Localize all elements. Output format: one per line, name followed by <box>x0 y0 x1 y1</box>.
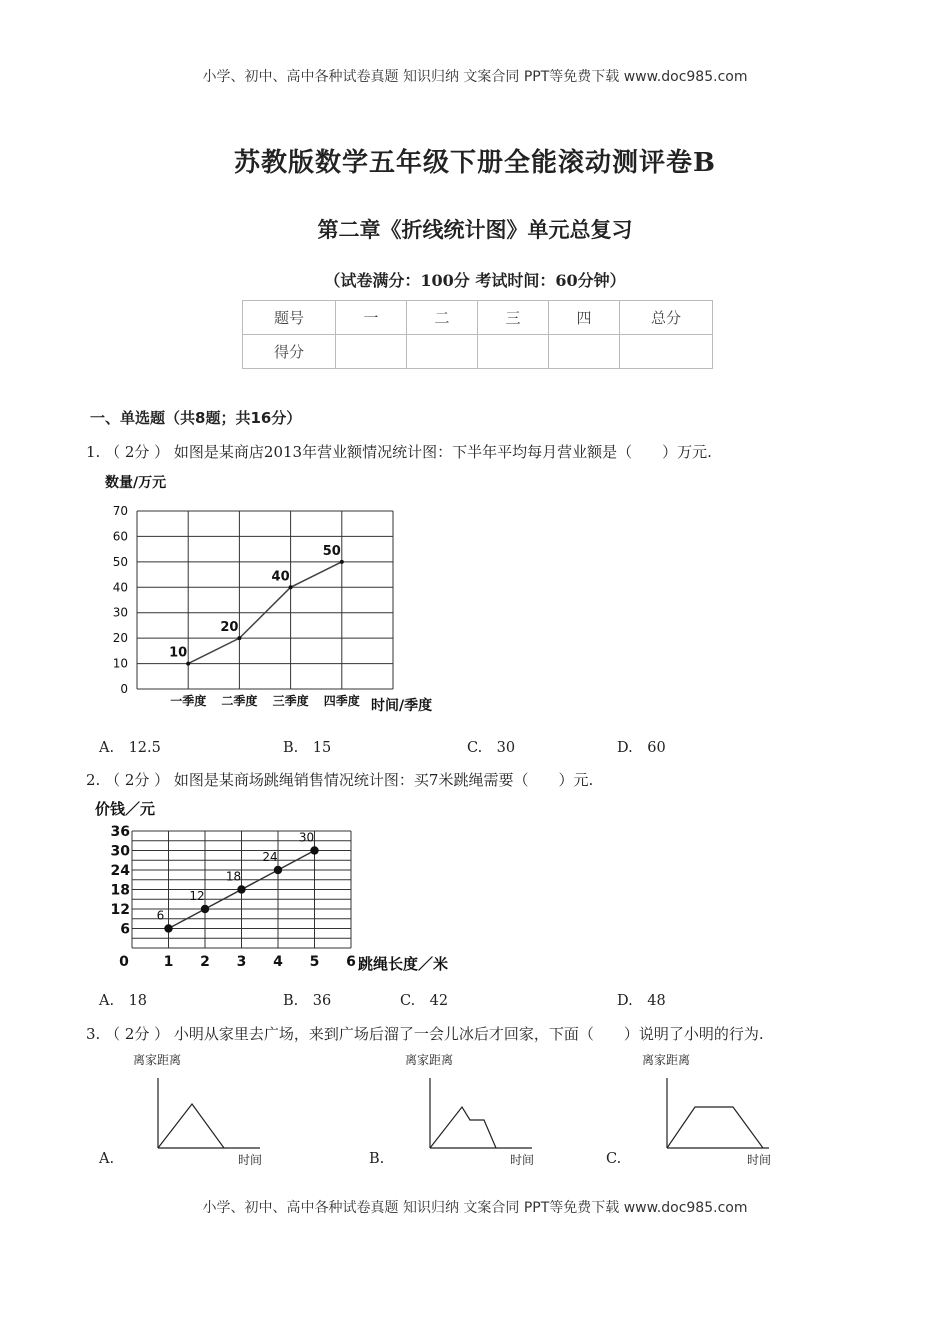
x-axis-title: 跳绳长度／米 <box>358 955 449 973</box>
x-tick-label: 二季度 <box>221 694 258 708</box>
data-point <box>237 885 245 893</box>
page-footer: 小学、初中、高中各种试卷真题 知识归纳 文案合同 PPT等免费下载 www.doc985.com <box>202 1200 748 1216</box>
q3-graph-c[interactable] <box>637 1050 797 1170</box>
x-tick-label: 一季度 <box>170 694 207 708</box>
y-tick-label: 50 <box>112 554 128 569</box>
score-cell: 四 <box>549 301 620 335</box>
data-label: 50 <box>322 543 341 559</box>
y-tick-label: 18 <box>110 882 130 899</box>
graph-xlabel: 时间 <box>510 1153 535 1167</box>
page-subtitle: 第二章《折线统计图》单元总复习 <box>317 217 633 242</box>
graph-xlabel: 时间 <box>747 1153 772 1167</box>
graph-ylabel: 离家距离 <box>133 1053 182 1067</box>
graph-ylabel: 离家距离 <box>405 1053 454 1067</box>
graph-xlabel: 时间 <box>238 1153 263 1167</box>
score-cell: 题号 <box>243 301 336 335</box>
q2-option-a[interactable]: A. 18 <box>99 993 148 1009</box>
y-tick-label: 10 <box>112 656 128 671</box>
data-point <box>340 560 344 564</box>
score-input-cell[interactable] <box>549 335 620 369</box>
question-3-text: 3. （ 2分 ） 小明从家里去广场，来到广场后溜了一会儿冰后才回家，下面（ ）说明了小明的行为. <box>86 1025 764 1043</box>
y-tick-label: 70 <box>112 504 128 518</box>
q2-option-c[interactable]: C. 42 <box>400 993 449 1009</box>
graph-line <box>430 1107 496 1148</box>
score-input-cell[interactable] <box>336 335 407 369</box>
score-cell: 得分 <box>243 335 336 369</box>
score-input-cell[interactable] <box>478 335 549 369</box>
data-point <box>186 662 190 666</box>
x-tick-label: 0 <box>119 954 129 970</box>
y-tick-label: 12 <box>110 902 130 918</box>
y-axis-title: 价钱／元 <box>95 800 156 818</box>
exam-info: （试卷满分：100分 考试时间：60分钟） <box>324 271 626 290</box>
x-tick-label: 三季度 <box>272 694 309 708</box>
score-table <box>242 300 713 369</box>
x-tick-label: 2 <box>200 954 210 970</box>
q3-option-b[interactable]: B. <box>369 1151 385 1167</box>
score-cell: 一 <box>336 301 407 335</box>
y-tick-label: 0 <box>120 682 128 696</box>
q3-option-c[interactable]: C. <box>606 1151 622 1167</box>
page-title: 苏教版数学五年级下册全能滚动测评卷B <box>234 148 716 178</box>
data-label: 20 <box>220 620 239 636</box>
page-header: 小学、初中、高中各种试卷真题 知识归纳 文案合同 PPT等免费下载 www.doc985.com <box>202 69 748 85</box>
data-point <box>310 846 318 854</box>
x-tick-label: 四季度 <box>323 694 360 708</box>
q1-option-b[interactable]: B. 15 <box>283 740 332 756</box>
question-1-text: 1. （ 2分 ） 如图是某商店2013年营业额情况统计图：下半年平均每月营业额是（ ）万元. <box>86 443 712 461</box>
data-point <box>237 636 241 640</box>
x-axis-title: 时间/季度 <box>371 698 433 714</box>
q1-option-d[interactable]: D. 60 <box>617 740 666 756</box>
y-axis-title: 数量/万元 <box>105 475 167 491</box>
score-input-cell[interactable] <box>620 335 713 369</box>
data-point <box>201 905 209 913</box>
section-heading: 一、单选题（共8题；共16分） <box>90 409 302 427</box>
data-point <box>164 924 172 932</box>
score-cell: 总分 <box>620 301 713 335</box>
x-tick-label: 4 <box>273 954 283 970</box>
data-label: 6 <box>156 908 165 923</box>
y-tick-label: 30 <box>110 843 130 860</box>
graph-line <box>158 1104 224 1148</box>
y-tick-label: 6 <box>120 921 130 938</box>
question-2-text: 2. （ 2分 ） 如图是某商场跳绳销售情况统计图：买7米跳绳需要（ ）元. <box>86 771 594 789</box>
y-tick-label: 24 <box>110 863 130 879</box>
q3-graph-a[interactable] <box>128 1050 288 1170</box>
score-table-header-row <box>243 301 713 335</box>
data-label: 30 <box>298 830 315 845</box>
x-tick-label: 1 <box>163 954 174 970</box>
x-tick-label: 5 <box>309 954 320 970</box>
data-label: 24 <box>262 850 278 864</box>
x-tick-label: 3 <box>236 954 247 970</box>
score-cell: 三 <box>478 301 549 335</box>
y-tick-label: 60 <box>112 529 128 544</box>
y-tick-label: 36 <box>110 824 130 840</box>
y-tick-label: 30 <box>112 605 128 620</box>
q1-option-c[interactable]: C. 30 <box>467 740 516 756</box>
y-tick-label: 20 <box>112 631 128 646</box>
q1-option-a[interactable]: A. 12.5 <box>99 740 161 756</box>
q2-line-chart <box>90 796 480 981</box>
q3-option-a[interactable]: A. <box>99 1151 115 1167</box>
graph-line <box>667 1107 763 1148</box>
data-label: 10 <box>169 645 188 661</box>
y-tick-label: 40 <box>112 580 128 595</box>
data-label: 18 <box>225 869 242 884</box>
data-point <box>274 866 282 874</box>
data-label: 12 <box>189 889 205 903</box>
q2-option-b[interactable]: B. 36 <box>283 993 332 1009</box>
data-point <box>289 585 293 589</box>
q1-line-chart <box>95 468 465 718</box>
data-label: 40 <box>271 569 290 585</box>
x-tick-label: 6 <box>346 954 356 970</box>
graph-ylabel: 离家距离 <box>642 1053 691 1067</box>
score-cell: 二 <box>407 301 478 335</box>
score-table-score-row <box>243 335 713 369</box>
q3-graph-b[interactable] <box>400 1050 560 1170</box>
score-input-cell[interactable] <box>407 335 478 369</box>
q2-option-d[interactable]: D. 48 <box>617 993 666 1009</box>
